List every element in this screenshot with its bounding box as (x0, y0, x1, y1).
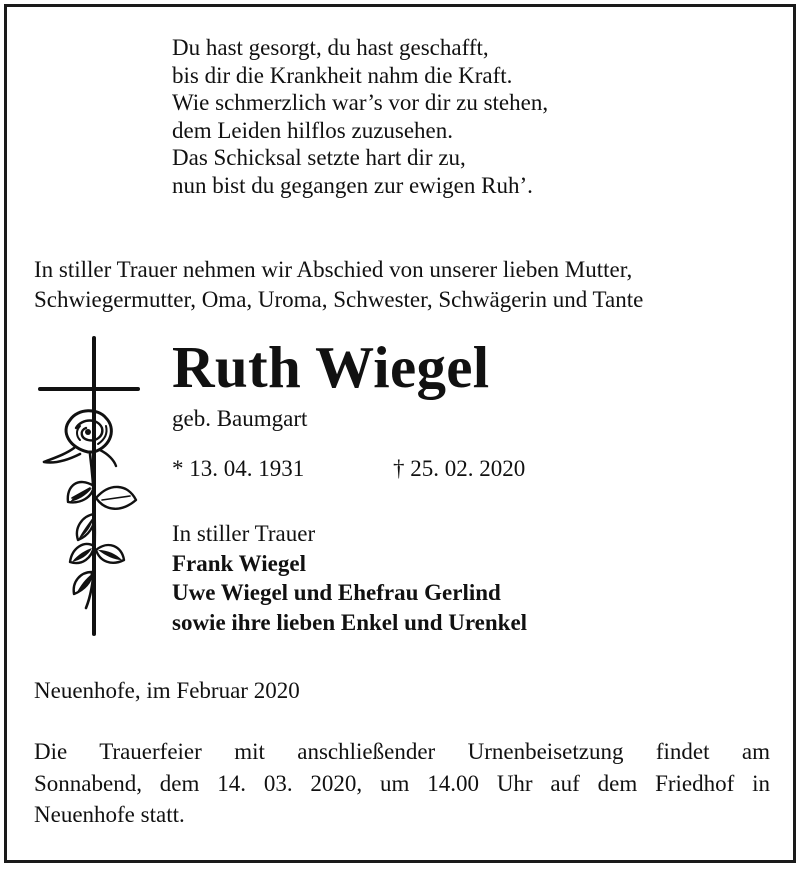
poem-line: bis dir die Krankheit nahm die Kraft. (172, 62, 513, 88)
cross-rose-icon (30, 336, 142, 638)
intro-line: Schwiegermutter, Oma, Uroma, Schwester, Schwägerin und Tante (34, 287, 644, 312)
poem (172, 34, 548, 200)
funeral-line: Sonnabend, dem 14. 03. 2020, um 14.00 Uhr auf dem Friedhof in (34, 770, 770, 796)
funeral-line: Neuenhofe statt. (34, 802, 185, 827)
birth-date: * 13. 04. 1931 (172, 456, 305, 481)
mourner-name: Uwe Wiegel und Ehefrau Gerlind (172, 580, 501, 605)
mourners-block (172, 519, 527, 637)
funeral-line: Die Trauerfeier mit anschließender Urnenbeisetzung findet am (34, 739, 770, 764)
place-date: Neuenhofe, im Februar 2020 (34, 678, 300, 703)
deceased-name: Ruth Wiegel (172, 334, 490, 400)
poem-line: Du hast gesorgt, du hast geschafft, (172, 35, 489, 60)
intro-text (34, 255, 770, 315)
poem-line: Das Schicksal setzte hart dir zu, (172, 145, 466, 171)
mourners-heading: In stiller Trauer (172, 521, 316, 546)
death-date: † 25. 02. 2020 (393, 456, 526, 481)
intro-line: In stiller Trauer nehmen wir Abschied von unserer lieben Mutter, (34, 257, 633, 282)
poem-line: dem Leiden hilflos zuzusehen. (172, 117, 454, 143)
funeral-info (34, 736, 770, 831)
mourner-name: sowie ihre lieben Enkel und Urenkel (172, 609, 528, 635)
poem-line: Wie schmerzlich war’s vor dir zu stehen, (172, 90, 549, 116)
poem-line: nun bist du gegangen zur ewigen Ruh’. (172, 172, 533, 198)
mourner-name: Frank Wiegel (172, 550, 306, 576)
birth-name: geb. Baumgart (172, 406, 308, 431)
